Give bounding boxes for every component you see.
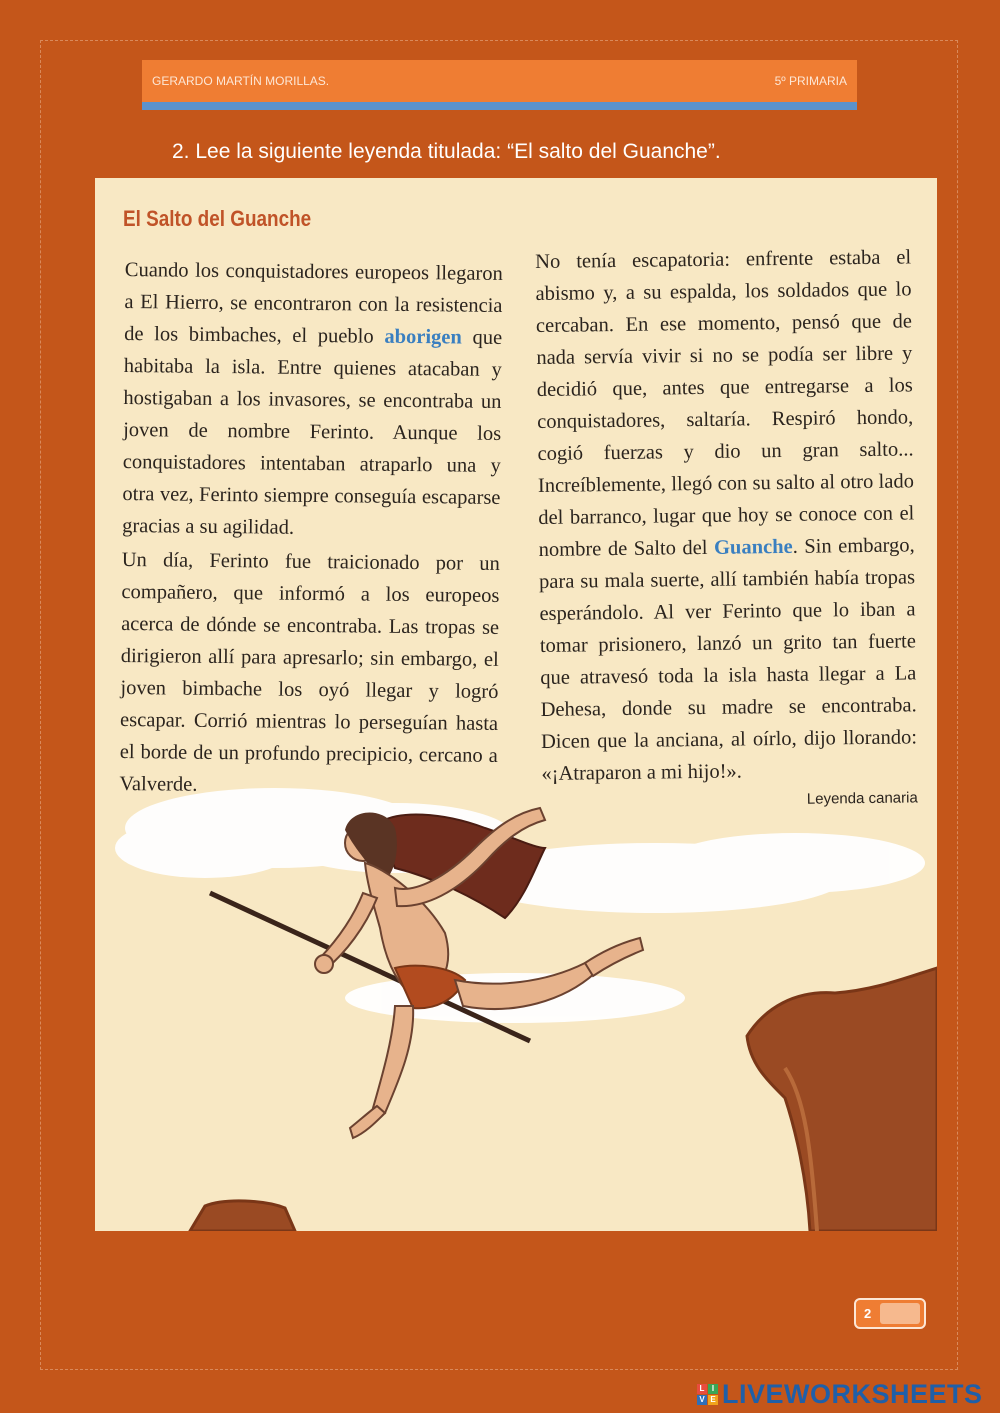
textbook-image xyxy=(95,178,937,1231)
paragraph: Cuando los conquistadores europeos llegaron a El Hierro, se encontraron con la resistencia de los bimbaches, el pueblo aborigen que habitaba la isla. Entre quienes atacaban y hostigaban a los invasores, se encontraba un joven de nombre Ferinto. Aunque los conquistadores intentaban atraparlo una y otra vez, Ferinto siempre conseguía escaparse gracias a su agilidad. xyxy=(122,258,503,539)
paragraph: No tenía escapatoria: enfrente estaba el abismo y, a su espalda, los soldados que lo cercaban. En ese momento, pensó que de nada servía vivir si no se podía ser libre y decidió que, antes que entregarse a los conquistadores, saltaría. Respiró hondo, cogió fuerzas y dio un gran salto... Increíblemente, llegó con su salto al otro lado del barranco, lugar que hoy se conoce con el nombre de Salto del Guanche. Sin embargo, para su mala suerte, allí también había tropas esperándolo. Al ver Ferinto que lo iban a tomar prisionero, lanzó un grito tan fuerte que atravesó toda la isla hasta llegar a La Dehesa, donde su madre se encontraba. Dicen que la anciana, al oírlo, dijo llorando: «¡Atraparon a mi hijo!». xyxy=(535,246,918,785)
brand-name: LIVEWORKSHEETS xyxy=(722,1378,983,1409)
exercise-instruction: 2. Lee la siguiente leyenda titulada: “El salto del Guanche”. xyxy=(172,140,721,163)
keyword-guanche: Guanche xyxy=(713,535,793,559)
legend-source: Leyenda canaria xyxy=(806,789,918,808)
header-stripe xyxy=(142,102,857,110)
left-column xyxy=(119,254,503,804)
header-author: GERARDO MARTÍN MORILLAS. xyxy=(152,74,330,88)
page-number: 2 xyxy=(864,1306,872,1321)
liveworksheets-logo-icon: L I V E xyxy=(697,1384,718,1405)
header-bar xyxy=(142,60,857,102)
page-number-box xyxy=(854,1298,926,1329)
cliff xyxy=(747,968,937,1231)
legend-title: El Salto del Guanche xyxy=(123,206,312,231)
paragraph: Un día, Ferinto fue traicionado por un compañero, que informó a los europeos acerca de dónde se encontraba. Las tropas se dirigieron allí para apresarlo; sin embargo, el joven bimbache los oyó llegar y logró escapar. Corrió mientras lo perseguían hasta el borde de un profundo precipicio, cercano a Valverde. xyxy=(119,548,500,796)
header-grade: 5º PRIMARIA xyxy=(774,74,847,88)
liveworksheets-brand[interactable] xyxy=(697,1378,983,1410)
right-column xyxy=(535,241,918,814)
guanche-jump-illustration xyxy=(95,768,937,1231)
keyword-aborigen: aborigen xyxy=(384,325,462,349)
